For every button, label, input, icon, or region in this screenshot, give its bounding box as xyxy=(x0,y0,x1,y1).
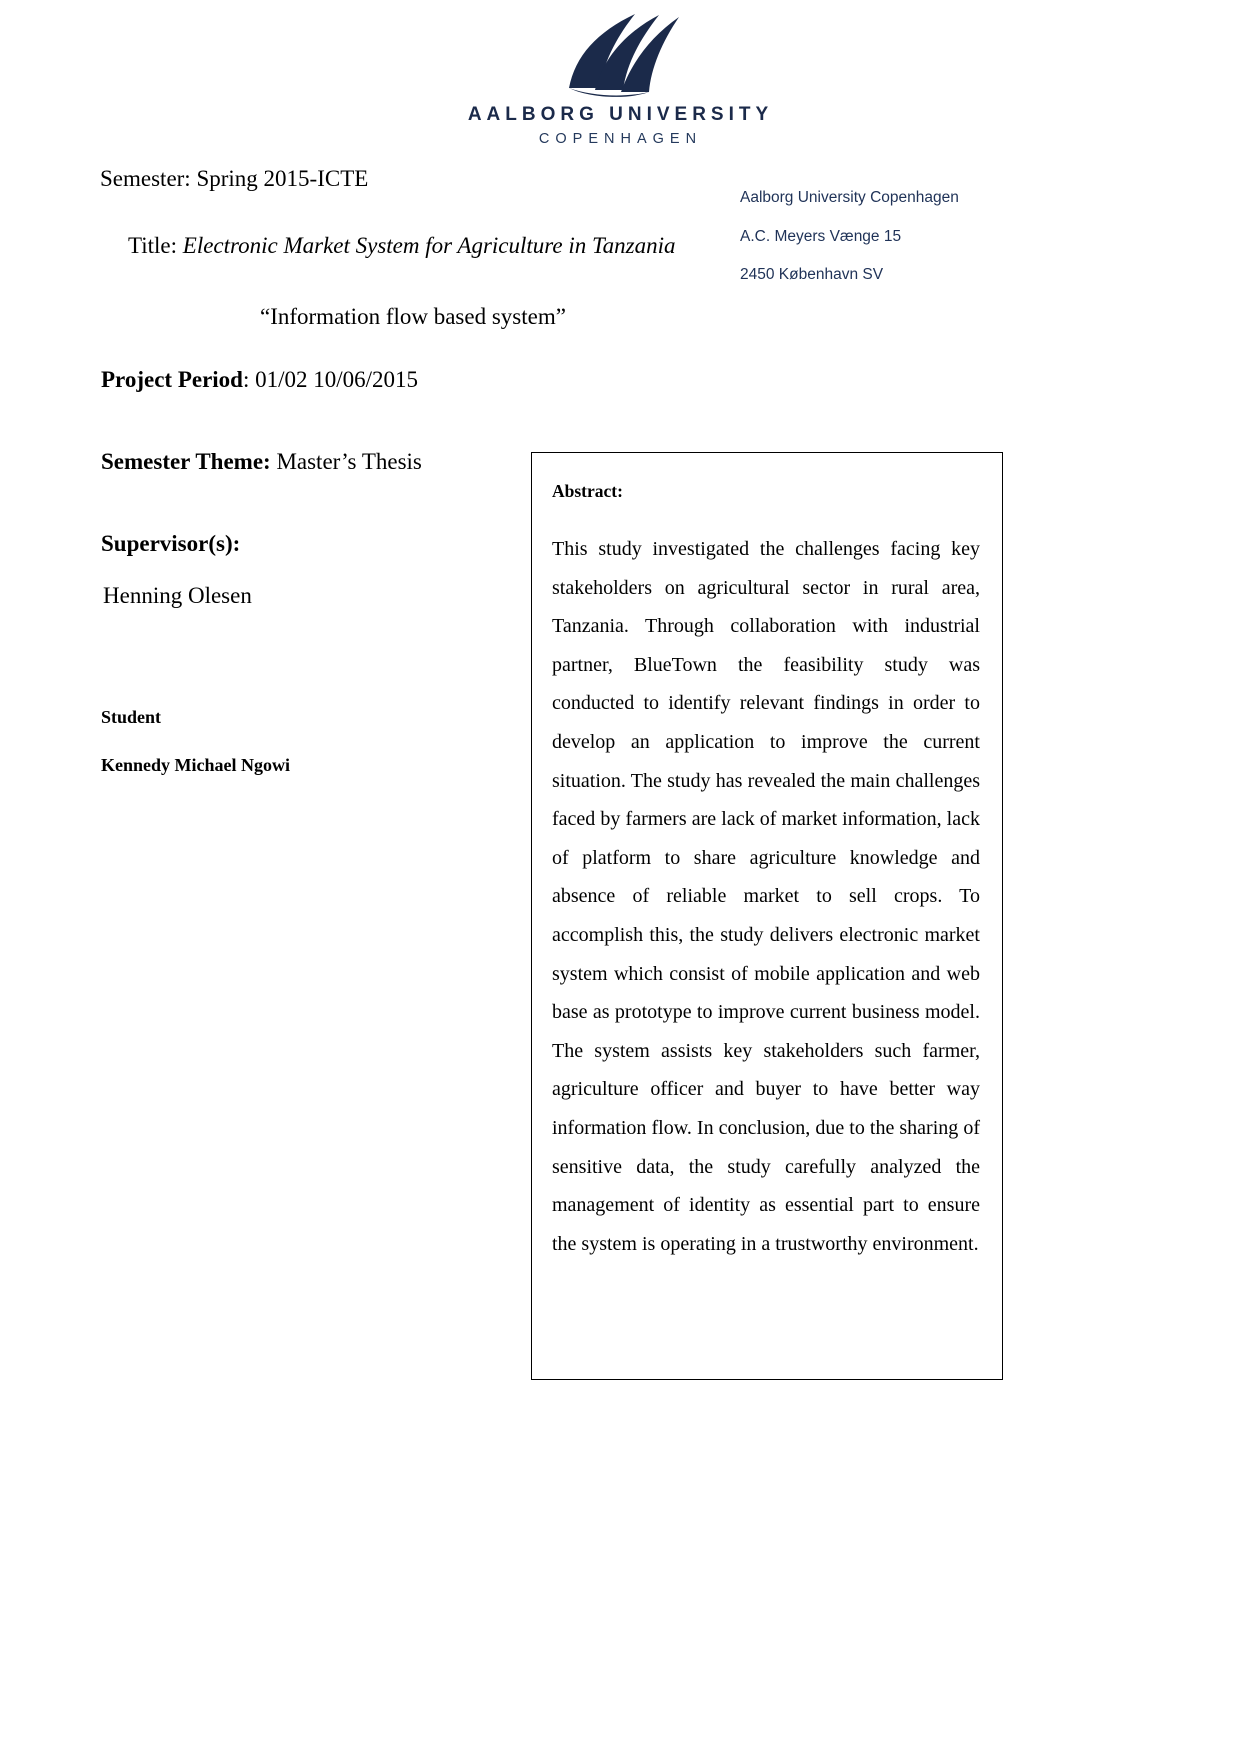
supervisor-name: Henning Olesen xyxy=(103,583,252,608)
address-line-3: 2450 København SV xyxy=(740,266,884,283)
project-period-value: : 01/02 10/06/2015 xyxy=(242,367,419,392)
abstract-body: This study investigated the challenges facing key stakeholders on agricultural sector in rural area, Tanzania. Through collaboration with industrial partner, BlueTown the feasibility study was conducted to identify relevant findings in order to develop an application to improve the current situation. The study has revealed the main challenges faced by farmers are lack of market information, lack of platform to share agriculture knowledge and absence of reliable market to sell crops. To accomplish this, the study delivers electronic market system which consist of mobile application and web base as prototype to improve current business model. The system assists key stakeholders such farmer, agriculture officer and buyer to have better way information flow. In conclusion, due to the sharing of sensitive data, the study carefully analyzed the management of identity as essential part to ensure the system is operating in a trustworthy environment. xyxy=(552,538,980,1255)
university-logo-block xyxy=(0,12,1241,147)
abstract-box xyxy=(531,452,1003,1380)
semester-theme-line xyxy=(101,449,422,475)
title-value: Electronic Market System for Agriculture in Tanzania xyxy=(182,233,676,258)
supervisors-label: Supervisor(s): xyxy=(101,531,241,556)
project-period-line xyxy=(101,367,418,393)
address-line-1: Aalborg University Copenhagen xyxy=(740,189,959,206)
student-label: Student xyxy=(101,707,162,727)
semester-value: Spring 2015-ICTE xyxy=(196,166,369,191)
aalborg-university-swoosh-icon xyxy=(561,12,681,100)
abstract-heading: Abstract: xyxy=(552,481,623,501)
logo-wordmark: AALBORG UNIVERSITY xyxy=(467,104,774,125)
semester-theme-value: Master’s Thesis xyxy=(270,449,422,474)
address-line-2: A.C. Meyers Vænge 15 xyxy=(740,227,902,245)
semester-theme-label: Semester Theme: xyxy=(101,449,271,474)
thesis-subtitle: “Information flow based system” xyxy=(260,304,566,329)
university-address-block xyxy=(740,190,959,306)
thesis-title-line xyxy=(128,233,676,259)
semester-label: Semester: xyxy=(100,166,191,191)
logo-sub-wordmark: COPENHAGEN xyxy=(538,131,703,147)
title-label: Title: xyxy=(128,233,178,258)
semester-line xyxy=(100,166,368,192)
project-period-label: Project Period xyxy=(101,367,243,392)
student-name: Kennedy Michael Ngowi xyxy=(101,755,290,775)
